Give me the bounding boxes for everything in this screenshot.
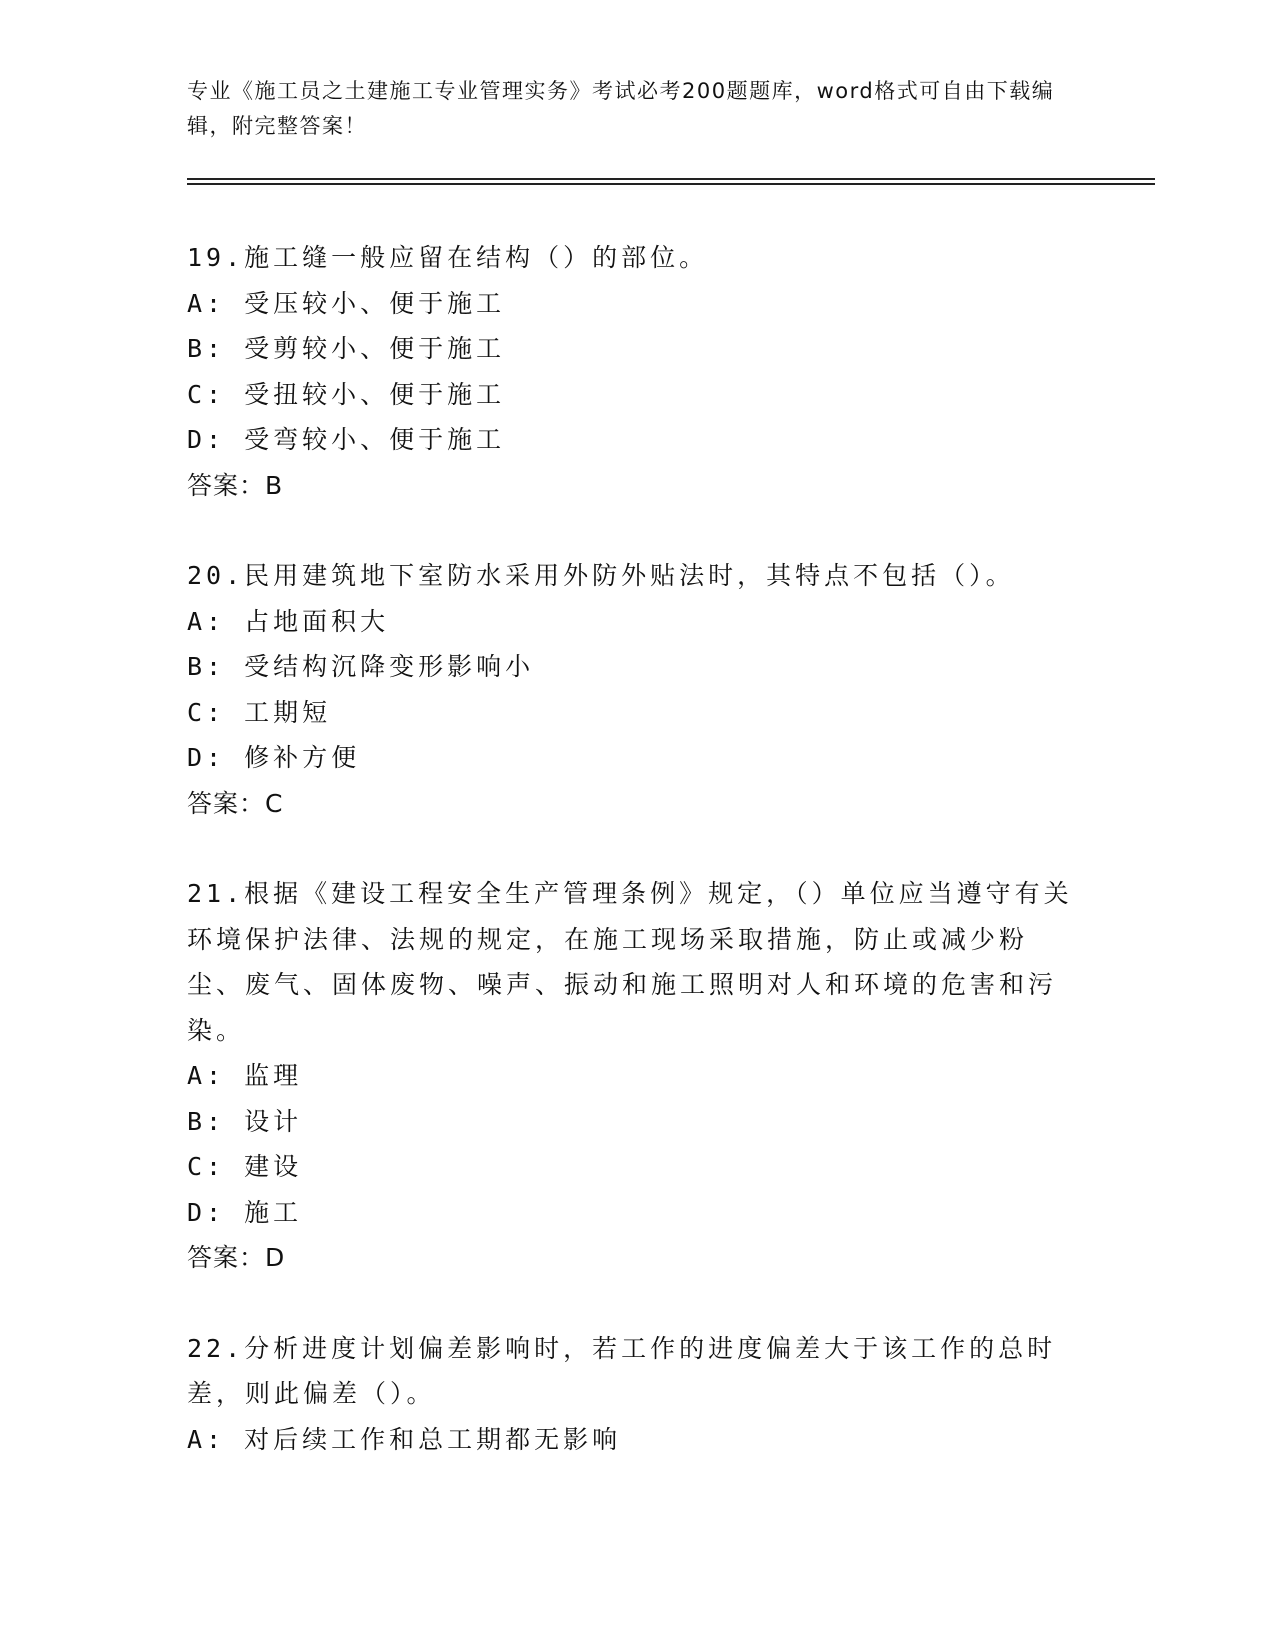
- option-d: D: 受弯较小、便于施工: [187, 425, 506, 454]
- question-21: [187, 871, 1087, 1281]
- option-c: C: 工期短: [187, 697, 332, 727]
- question-20: [187, 553, 1087, 826]
- option-d: D: 施工: [187, 1197, 303, 1227]
- header-divider-top: [187, 178, 1155, 180]
- document-header: 专业《施工员之土建施工专业管理实务》考试必考200题题库，word格式可自由下载编辑，附完整答案！: [187, 79, 1055, 138]
- question-stem: 21.根据《建设工程安全生产管理条例》规定，（）单位应当遵守有关环境保护法律、法规的规定，在施工现场采取措施，防止或减少粉尘、废气、固体废物、噪声、振动和施工照明对人和环境的危害和污染。: [187, 879, 1073, 1045]
- option-a: A: 监理: [187, 1061, 303, 1090]
- question-19: [187, 235, 1087, 508]
- question-list: [187, 235, 1087, 1507]
- answer-line: 答案：D: [187, 1243, 286, 1272]
- answer-line: 答案：C: [187, 788, 284, 818]
- option-d: D: 修补方便: [187, 743, 361, 772]
- option-a: A: 受压较小、便于施工: [187, 288, 506, 318]
- question-22: [187, 1326, 1087, 1463]
- option-b: B: 设计: [187, 1106, 303, 1136]
- answer-line: 答案：B: [187, 470, 284, 500]
- option-a: A: 对后续工作和总工期都无影响: [187, 1424, 622, 1454]
- option-b: B: 受结构沉降变形影响小: [187, 652, 535, 681]
- question-stem: 20.民用建筑地下室防水采用外防外贴法时，其特点不包括（）。: [187, 561, 1015, 590]
- option-b: B: 受剪较小、便于施工: [187, 334, 506, 363]
- question-stem: 22.分析进度计划偏差影响时，若工作的进度偏差大于该工作的总时差，则此偏差（）。: [187, 1333, 1057, 1408]
- question-stem: 19.施工缝一般应留在结构（）的部位。: [187, 243, 709, 272]
- header-divider-bottom: [187, 183, 1155, 185]
- option-a: A: 占地面积大: [187, 606, 390, 636]
- option-c: C: 受扭较小、便于施工: [187, 379, 506, 409]
- option-c: C: 建设: [187, 1152, 303, 1181]
